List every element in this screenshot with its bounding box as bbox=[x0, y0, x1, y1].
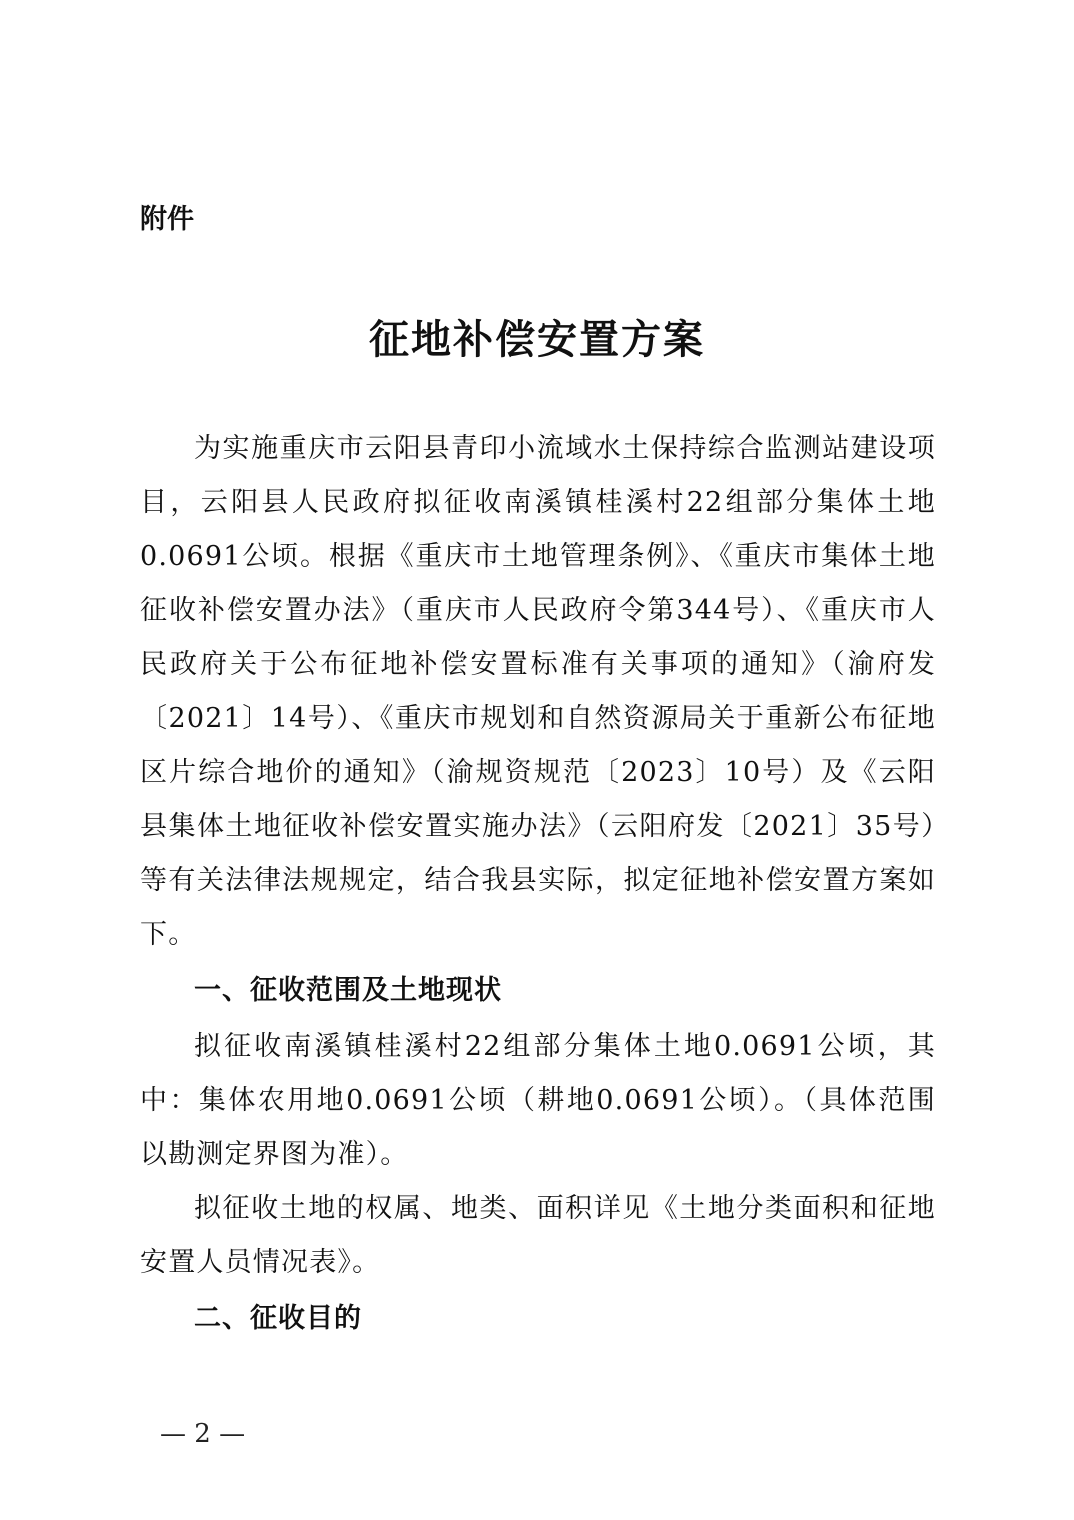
section-heading-purpose: 二、征收目的 bbox=[194, 1303, 362, 1334]
section-heading-scope: 一、征收范围及土地现状 bbox=[194, 975, 502, 1006]
land-details-paragraph: 拟征收土地的权属、地类、面积详见《土地分类面积和征地安置人员情况表》。 bbox=[140, 1193, 936, 1278]
document-title: 征地补偿安置方案 bbox=[369, 316, 705, 363]
intro-paragraph: 为实施重庆市云阳县青印小流域水土保持综合监测站建设项目，云阳县人民政府拟征收南溪镇桂溪村22组部分集体土地0.0691公顷。根据《重庆市土地管理条例》、《重庆市集体土地征收补偿安置办法》（重庆市人民政府令第344号）、《重庆市人民政府关于公布征地补偿安置标准有关事项的通知》（渝府发〔2021〕14号）、《重庆市规划和自然资源局关于重新公布征地区片综合地价的通知》（渝规资规范〔2023〕10号）及《云阳县集体土地征收补偿安置实施办法》（云阳府发〔2021〕35号）等有关法律法规规定，结合我县实际，拟定征地补偿安置方案如下。 bbox=[140, 433, 936, 950]
attachment-label: 附件 bbox=[140, 204, 194, 235]
scope-paragraph: 拟征收南溪镇桂溪村22组部分集体土地0.0691公顷，其中：集体农用地0.0691公顷（耕地0.0691公顷）。（具体范围以勘测定界图为准）。 bbox=[140, 1031, 936, 1170]
page-number: — 2 — bbox=[160, 1419, 246, 1449]
document-body bbox=[140, 422, 936, 1346]
